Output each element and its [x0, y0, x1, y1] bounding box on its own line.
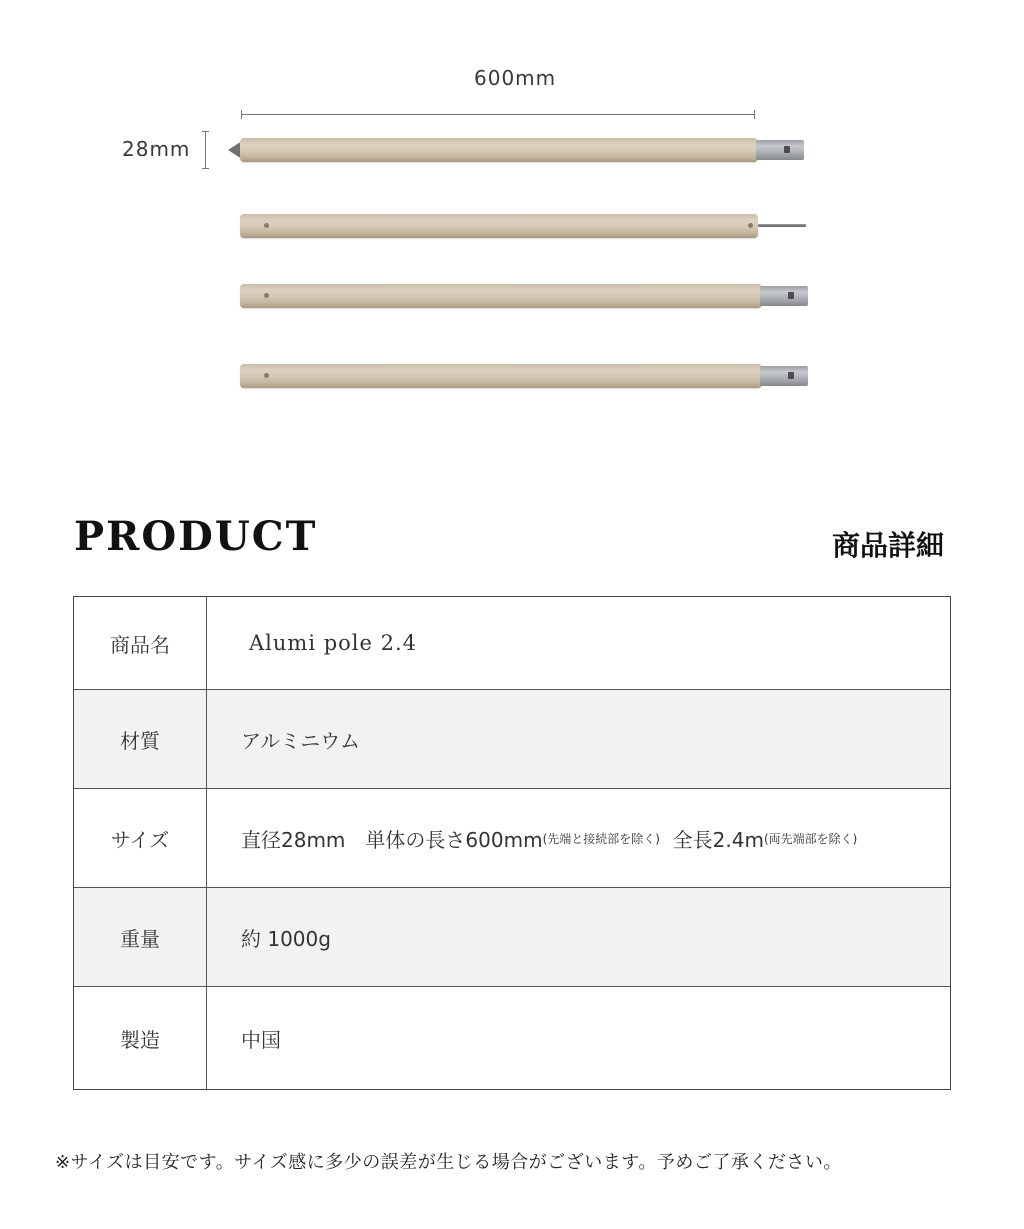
product-details-heading: 商品詳細	[831, 529, 944, 562]
spec-key: 商品名	[74, 597, 207, 689]
pole-pin	[758, 224, 806, 227]
connector-slot	[788, 372, 794, 379]
spec-row-name	[74, 597, 950, 689]
diameter-dimension-line	[205, 131, 206, 169]
spec-table	[73, 596, 951, 1090]
spec-value: 中国	[241, 1027, 281, 1052]
pole-hole	[264, 223, 269, 228]
length-dimension-label: 600mm	[474, 66, 557, 90]
size-disclaimer-note: ※サイズは目安です。サイズ感に多少の誤差が生じる場合がございます。予めご了承ください。	[55, 1152, 842, 1173]
diameter-dimension-label: 28mm	[122, 137, 191, 161]
spec-row-material	[74, 689, 950, 788]
pole-tube	[240, 364, 762, 388]
spec-value: アルミニウム	[241, 728, 360, 753]
size-note: (先端と接続部を除く)	[542, 831, 660, 846]
spec-key: 重量	[74, 888, 207, 986]
pole-connector	[760, 286, 808, 306]
spec-key: 製造	[74, 987, 207, 1089]
pole-connector	[756, 140, 804, 160]
spec-value: 約 1000g	[241, 926, 331, 951]
pole-connector	[760, 366, 808, 386]
size-total: 全長2.4m	[659, 827, 764, 852]
spec-value: Alumi pole 2.4	[249, 631, 418, 655]
size-main: 直径28mm 単体の長さ600mm	[241, 827, 543, 852]
spec-row-size	[74, 788, 950, 887]
connector-slot	[788, 292, 794, 299]
spec-key: 材質	[74, 690, 207, 788]
size-total-note: (両先端部を除く)	[763, 831, 858, 846]
pole-hole	[264, 293, 269, 298]
product-heading: PRODUCT	[74, 513, 318, 560]
length-dimension-line	[241, 114, 755, 115]
spec-row-weight	[74, 887, 950, 986]
pole-diagram	[0, 0, 1024, 440]
pole-tube	[240, 214, 758, 238]
spec-value	[207, 789, 950, 887]
connector-slot	[784, 146, 790, 153]
pole-tube	[240, 138, 758, 162]
pole-hole	[748, 223, 753, 228]
spec-key: サイズ	[74, 789, 207, 887]
pole-hole	[264, 373, 269, 378]
pole-tube	[240, 284, 762, 308]
spec-row-origin	[74, 986, 950, 1089]
